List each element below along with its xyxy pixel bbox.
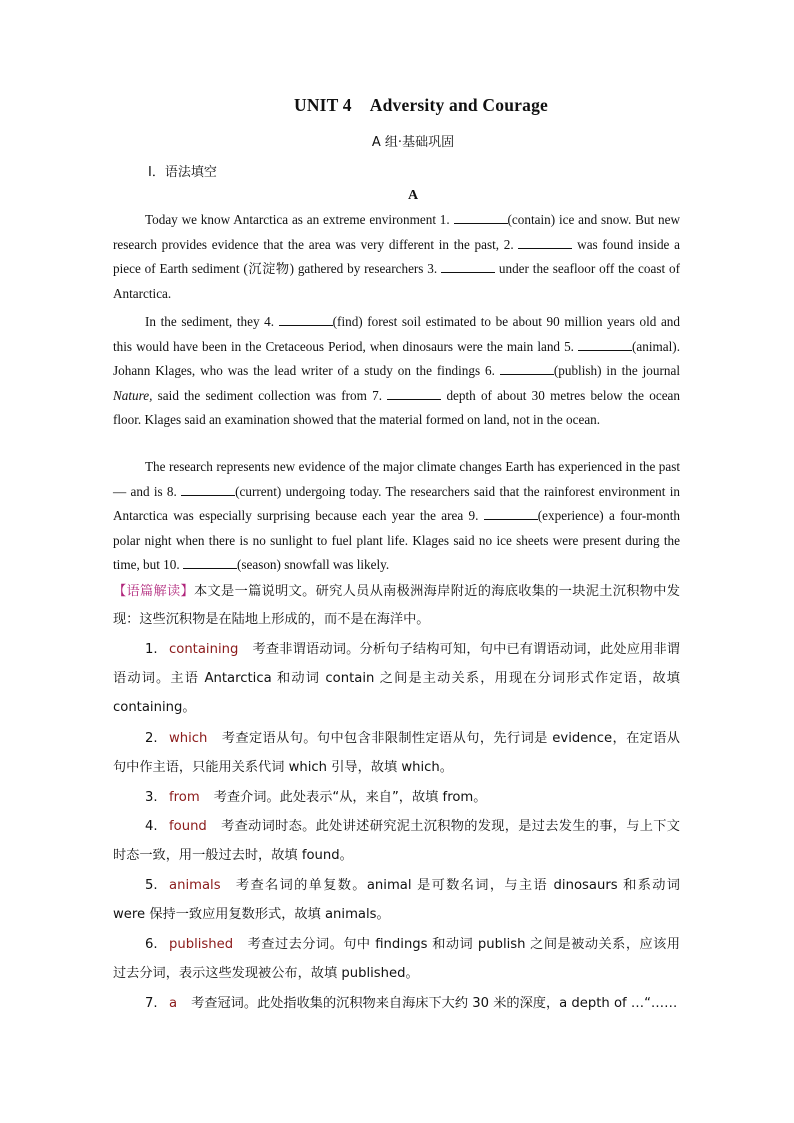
unit-name: Adversity and Courage: [369, 95, 548, 115]
answer-word: which: [169, 731, 208, 746]
answer-explanation: 考查定语从句。句中包含非限制性定语从句，先行词是 evidence，在定语从句中作主语，只能用关系代词 which 引导，故填 which。: [113, 731, 680, 775]
blank-2: [518, 238, 572, 249]
answer-explanation: 考查动词时态。此处讲述研究泥土沉积物的发现，是过去发生的事，与上下文时态一致，用一般过去时，故填 found。: [113, 819, 680, 863]
blank-8: [181, 485, 235, 496]
answer-word: from: [169, 790, 200, 805]
answer-word: a: [169, 996, 178, 1011]
blank-1: [454, 213, 508, 224]
answer-explanation: 考查非谓语动词。分析句子结构可知，句中已有谓语动词，此处应用非谓语动词。主语 Antarctica 和动词 contain 之间是主动关系，用现在分词形式作定语，故填 containing。: [113, 642, 680, 715]
journal-name: Nature,: [113, 387, 153, 403]
blank-4: [279, 315, 333, 326]
answer-explanation: 考查冠词。此处指收集的沉积物来自海床下大约 30 米的深度，a depth of …“……: [191, 996, 678, 1011]
answer-item: 2. which 考查定语从句。句中包含非限制性定语从句，先行词是 evidence，在定语从句中作主语，只能用关系代词 which 引导，故填 which。: [113, 731, 680, 775]
answer-explanation: 考查名词的单复数。animal 是可数名词，与主语 dinosaurs 和系动词 were 保持一致应用复数形式，故填 animals。: [113, 878, 680, 922]
answer-word: found: [169, 819, 207, 834]
analysis-text: 本文是一篇说明文。研究人员从南极洲海岸附近的海底收集的一块泥土沉积物中发现：这些沉积物是在陆地上形成的，而不是在海洋中。: [113, 584, 680, 627]
analysis-tag: 【语篇解读】: [113, 584, 195, 599]
answer-word: animals: [169, 878, 221, 893]
passage-paragraph-1: Today we know Antarctica as an extreme environment 1. (contain) ice and snow. But new research provides evidence that the area was very different in the past, 2. was found inside a piece of Earth sediment (沉淀物) gathered by researchers 3. under the seafloor off the coast of Antarctica.: [113, 212, 680, 301]
answer-item: 3. from 考查介词。此处表示“从，来自”，故填 from。: [145, 790, 487, 805]
answer-item: 1. containing 考查非谓语动词。分析句子结构可知，句中已有谓语动词，此处应用非谓语动词。主语 Antarctica 和动词 contain 之间是主动关系，用现在分词形式作定语，故填 containing。: [113, 642, 680, 715]
passage-analysis: [113, 578, 680, 634]
answer-item: 7. a 考查冠词。此处指收集的沉积物来自海床下大约 30 米的深度，a depth of …“……: [145, 996, 678, 1011]
passage-label: A: [407, 188, 419, 203]
blank-7: [387, 389, 441, 400]
blank-6: [500, 364, 554, 375]
blank-3: [441, 262, 495, 273]
passage-paragraph-2: In the sediment, they 4. (find) forest soil estimated to be about 90 million years old and this would have been in the Cretaceous Period, when dinosaurs were the main land 5. (animal). Johann Klages, who was the lead writer of a study on the findings 6. (publish) in the journal Nature, said the sediment collection was from 7. depth of about 30 metres below the ocean floor. Klages said an examination showed that the material formed on land, not in the ocean.: [113, 314, 680, 427]
answer-word: containing: [169, 642, 239, 657]
blank-5: [578, 340, 632, 351]
answer-explanation: 考查介词。此处表示“从，来自”，故填 from。: [213, 790, 487, 805]
blank-10: [183, 558, 237, 569]
answer-item: 6. published 考查过去分词。句中 findings 和动词 publish 之间是被动关系，应该用过去分词，表示这些发现被公布，故填 published。: [113, 937, 680, 981]
group-heading: A 组·基础巩固: [371, 135, 455, 150]
unit-title: [0, 95, 794, 116]
passage-paragraph-3: The research represents new evidence of the major climate changes Earth has experienced in the past — and is 8. (current) undergoing today. The researchers said that the rainforest environment in Antarctica was especially surprising because each year the area 9. (experience) a four-month polar night when there is no sunlight to fuel plant life. Klages said no ice sheets were present during the time, but 10. (season) snowfall was likely.: [113, 459, 680, 572]
answer-item: 5. animals 考查名词的单复数。animal 是可数名词，与主语 dinosaurs 和系动词 were 保持一致应用复数形式，故填 animals。: [113, 878, 680, 922]
answer-explanation: 考查过去分词。句中 findings 和动词 publish 之间是被动关系，应该用过去分词，表示这些发现被公布，故填 published。: [113, 937, 680, 981]
unit-number: UNIT 4: [293, 95, 352, 115]
section-heading: Ⅰ．语法填空: [148, 165, 217, 180]
answer-item: 4. found 考查动词时态。此处讲述研究泥土沉积物的发现，是过去发生的事，与上下文时态一致，用一般过去时，故填 found。: [113, 819, 680, 863]
blank-9: [484, 509, 538, 520]
answer-word: published: [169, 937, 234, 952]
